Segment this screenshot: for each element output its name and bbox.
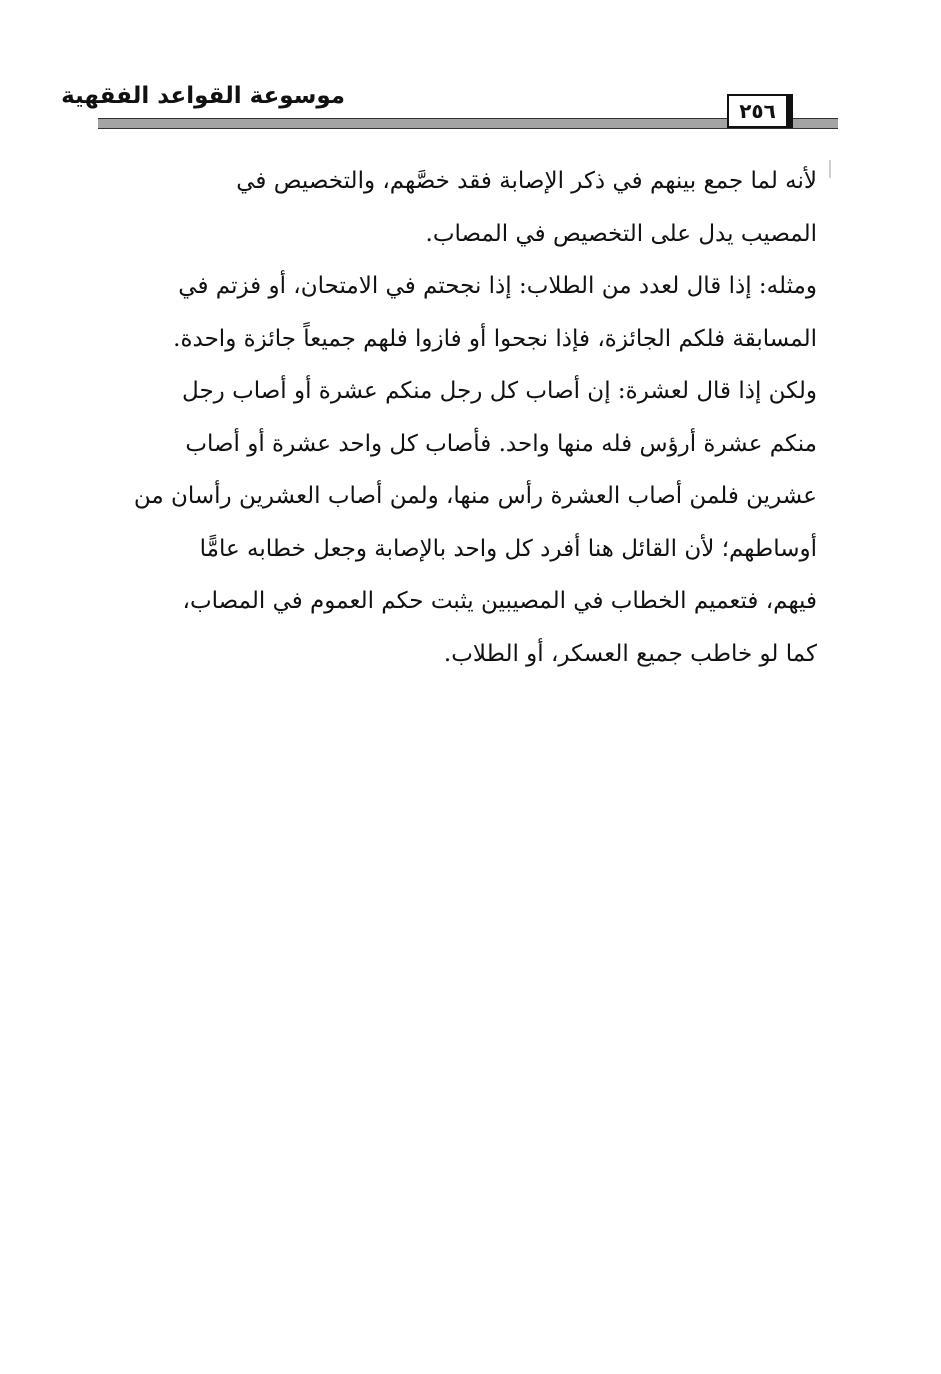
- text-line: المصيب يدل على التخصيص في المصاب.: [425, 220, 817, 247]
- text-line: لأنه لما جمع بينهم في ذكر الإصابة فقد خصَّهم، والتخصيص في: [236, 168, 817, 194]
- text-line: أوساطهم؛ لأن القائل هنا أفرد كل واحد بالإصابة وجعل خطابه عامًّا: [199, 535, 817, 562]
- text-line: المسابقة فلكم الجائزة، فإذا نجحوا أو فازوا فلهم جميعاً جائزة واحدة.: [173, 325, 817, 352]
- text-line: ومثله: إذا قال لعدد من الطلاب: إذا نجحتم في الامتحان، أو فزتم في: [178, 273, 817, 299]
- running-header-title: [61, 78, 345, 114]
- text-line: عشرين فلمن أصاب العشرة رأس منها، ولمن أصاب العشرين رأسان من: [133, 483, 817, 509]
- text-line: منكم عشرة أرؤس فله منها واحد. فأصاب كل واحد عشرة أو أصاب: [185, 430, 817, 457]
- text-line: فيهم، فتعميم الخطاب في المصيبين يثبت حكم العموم في المصاب،: [182, 588, 817, 614]
- page-number: ٢٥٦: [727, 94, 793, 128]
- body-text: [95, 155, 817, 680]
- text-line: ولكن إذا قال لعشرة: إن أصاب كل رجل منكم عشرة أو أصاب رجل: [182, 378, 817, 404]
- paragraph-1: [95, 155, 817, 260]
- paragraph-2: [95, 260, 817, 365]
- text-line: كما لو خاطب جميع العسكر، أو الطلاب.: [443, 640, 817, 667]
- paragraph-3: [95, 365, 817, 680]
- book-title: موسوعة القواعد الفقهية: [61, 83, 345, 109]
- margin-mark: [829, 160, 831, 178]
